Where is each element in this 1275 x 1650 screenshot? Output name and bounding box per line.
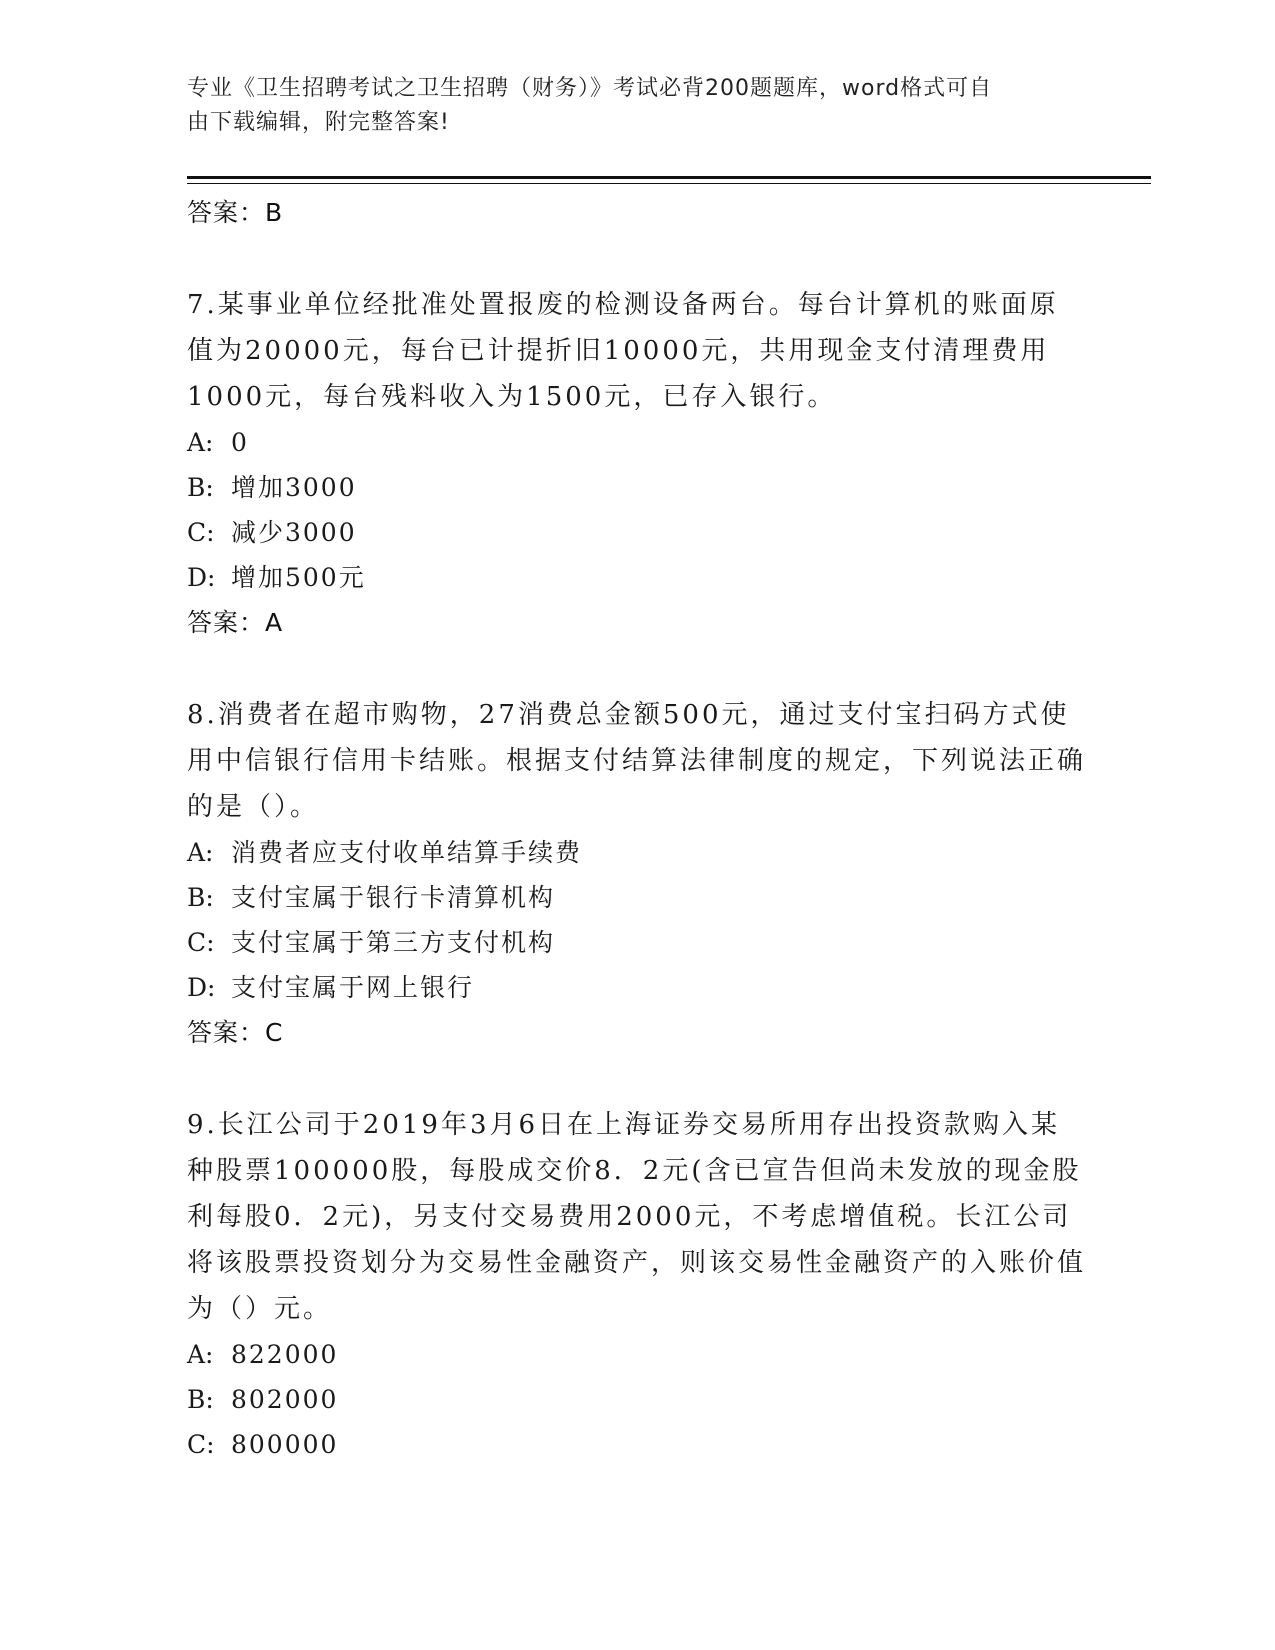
option-key: C: <box>187 1430 215 1459</box>
option-d <box>187 965 1087 1010</box>
option-text: 0 <box>231 428 249 457</box>
question-text: 7.某事业单位经批准处置报废的检测设备两台。每台计算机的账面原值为20000元，每台已计提折旧10000元，共用现金支付清理费用1000元，每台残料收入为1500元，已存入银行。 <box>187 290 1059 412</box>
question-text: 8.消费者在超市购物，27消费总金额500元，通过支付宝扫码方式使用中信银行信用卡结账。根据支付结算法律制度的规定，下列说法正确的是（）。 <box>187 700 1087 822</box>
option-key: A: <box>187 428 214 457</box>
header-rule-thin <box>187 183 1151 184</box>
option-d <box>187 555 1087 600</box>
option-a <box>187 830 1087 875</box>
option-text: 消费者应支付收单结算手续费 <box>231 838 583 867</box>
answer-line: 答案：B <box>187 198 284 227</box>
option-b <box>187 465 1087 510</box>
option-a <box>187 420 1087 465</box>
option-text: 802000 <box>231 1385 339 1414</box>
header-line-1: 专业《卫生招聘考试之卫生招聘（财务）》考试必背200题题库，word格式可自 <box>187 76 993 101</box>
option-key: C: <box>187 518 215 547</box>
option-b <box>187 875 1087 920</box>
option-text: 支付宝属于网上银行 <box>231 973 475 1002</box>
header-line-2: 由下载编辑，附完整答案! <box>187 110 450 135</box>
option-text: 822000 <box>231 1340 339 1369</box>
option-a <box>187 1332 1087 1377</box>
option-key: D: <box>187 973 216 1002</box>
option-text: 支付宝属于第三方支付机构 <box>231 928 556 957</box>
option-b <box>187 1377 1087 1422</box>
option-key: B: <box>187 883 214 912</box>
option-key: B: <box>187 473 214 502</box>
option-text: 增加3000 <box>231 473 357 502</box>
option-text: 800000 <box>231 1430 339 1459</box>
option-key: A: <box>187 1340 214 1369</box>
option-key: C: <box>187 928 215 957</box>
question-list <box>187 190 1087 1467</box>
question-text: 9.长江公司于2019年3月6日在上海证券交易所用存出投资款购入某种股票100000股，每股成交价8．2元(含已宣告但尚未发放的现金股利每股0．2元)，另支付交易费用2000元，不考虑增值税。长江公司将该股票投资划分为交易性金融资产，则该交易性金融资产的入账价值为（）元。 <box>187 1110 1087 1324</box>
option-key: A: <box>187 838 214 867</box>
option-key: D: <box>187 563 216 592</box>
option-c <box>187 1422 1087 1467</box>
header-rule-thick <box>187 176 1151 179</box>
option-key: B: <box>187 1385 214 1414</box>
answer-line: 答案：C <box>187 1018 284 1047</box>
answer-line: 答案：A <box>187 608 284 637</box>
option-text: 减少3000 <box>231 518 357 547</box>
option-text: 支付宝属于银行卡清算机构 <box>231 883 556 912</box>
option-c <box>187 920 1087 965</box>
document-header <box>187 72 1087 140</box>
option-text: 增加500元 <box>231 563 366 592</box>
option-c <box>187 510 1087 555</box>
